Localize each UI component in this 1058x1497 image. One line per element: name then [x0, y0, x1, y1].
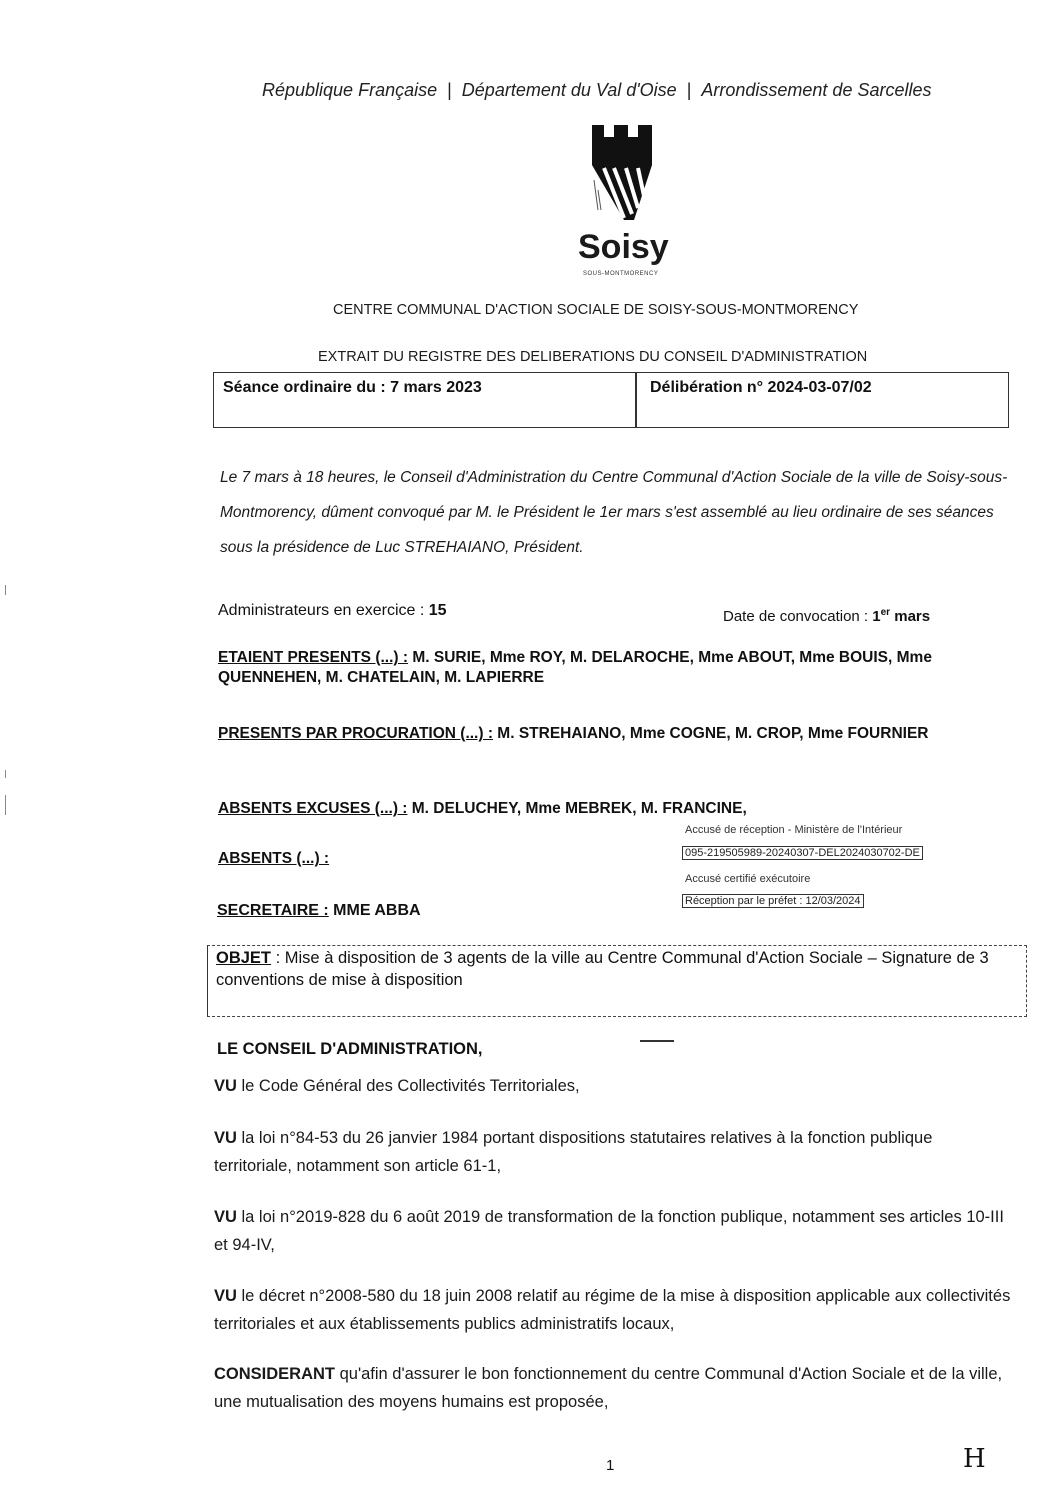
header-departement: Département du Val d'Oise [461, 80, 677, 100]
scan-mark [5, 770, 6, 778]
objet-label: OBJET [216, 949, 272, 967]
procuration-list [218, 724, 958, 744]
scan-mark [5, 795, 6, 815]
conseil-heading: LE CONSEIL D'ADMINISTRATION, [217, 1040, 483, 1058]
para-lead: VU [214, 1208, 237, 1226]
objet-text [216, 947, 1026, 991]
absents-label: ABSENTS (...) : [218, 850, 330, 867]
convocation-date [723, 607, 930, 625]
header-republique: République Française [262, 80, 438, 100]
considerant-paragraph [214, 1360, 1014, 1416]
secretary-label: SECRETAIRE : [217, 902, 329, 919]
admins-value: 15 [428, 602, 447, 619]
header-separator: | [447, 80, 452, 100]
vu-paragraph [214, 1282, 1014, 1338]
para-lead: VU [214, 1077, 237, 1095]
handwritten-initial: H [963, 1444, 986, 1474]
scan-mark [5, 585, 6, 595]
register-title: EXTRAIT DU REGISTRE DES DELIBERATIONS DU CONSEIL D'ADMINISTRATION [318, 349, 868, 365]
deliberation-number: Délibération n° 2024-03-07/02 [650, 379, 872, 396]
para-lead: VU [214, 1287, 237, 1305]
para-text: qu'afin d'assurer le bon fonctionnement du centre Communal d'Action Sociale et de la ville, une mutualisation des moyens humains est proposée, [214, 1365, 1003, 1411]
stamp-accuse-number: 095-219505989-20240307-DEL2024030702-DE [682, 846, 923, 860]
para-text: le Code Général des Collectivités Territoriales, [236, 1077, 580, 1095]
convocation-sup: er [880, 607, 891, 618]
objet-body: : Mise à disposition de 3 agents de la ville au Centre Communal d'Action Sociale – Signature de 3 conventions de mise à disposition [216, 949, 989, 989]
dash-mark [640, 1040, 674, 1042]
header-line [262, 80, 931, 101]
para-text: la loi n°2019-828 du 6 août 2019 de transformation de la fonction publique, notamment ses articles 10-III et 94-IV, [214, 1208, 1004, 1254]
page-number: 1 [606, 1457, 615, 1474]
convocation-label: Date de convocation : [723, 608, 873, 625]
presents-list [218, 648, 958, 688]
secretary-name: MME ABBA [328, 902, 421, 919]
para-lead: VU [214, 1129, 237, 1147]
intro-paragraph: Le 7 mars à 18 heures, le Conseil d'Administration du Centre Communal d'Action Sociale de la ville de Soisy-sous-Montmorency, dûment convoqué par M. le Président le 1er mars s'est assemblé au lieu ordinaire de ses séances sous la présidence de Luc STREHAIANO, Président. [220, 469, 1008, 556]
session-box [213, 372, 1009, 428]
procuration-names: M. STREHAIANO, Mme COGNE, M. CROP, Mme FOURNIER [493, 725, 929, 742]
stamp-reception: Réception par le préfet : 12/03/2024 [682, 894, 864, 908]
org-title: CENTRE COMMUNAL D'ACTION SOCIALE DE SOISY-SOUS-MONTMORENCY [333, 302, 859, 318]
stamp-certifie-label: Accusé certifié exécutoire [685, 873, 811, 885]
para-text: le décret n°2008-580 du 18 juin 2008 relatif au régime de la mise à disposition applicable aux collectivités territoriales et aux établissements publics administratifs locaux, [214, 1287, 1011, 1333]
logo-subtitle: SOUS-MONTMORENCY [583, 271, 659, 277]
presents-names: M. SURIE, Mme ROY, M. DELAROCHE, Mme ABOUT, Mme BOUIS, Mme QUENNEHEN, M. CHATELAIN, M. LAPIERRE [218, 649, 932, 686]
vu-paragraph [214, 1124, 1014, 1180]
secretary [217, 902, 421, 920]
header-arrondissement: Arrondissement de Sarcelles [701, 80, 932, 100]
vu-paragraph [214, 1072, 1014, 1100]
admins-label: Administrateurs en exercice : [218, 602, 429, 619]
excuses-names: M. DELUCHEY, Mme MEBREK, M. FRANCINE, [407, 800, 747, 817]
para-text: la loi n°84-53 du 26 janvier 1984 portant dispositions statutaires relatives à la fonction publique territoriale, notamment son article 61-1, [214, 1129, 933, 1175]
excuses-list [218, 799, 958, 819]
excuses-label: ABSENTS EXCUSES (...) : [218, 800, 408, 817]
para-lead: CONSIDERANT [214, 1365, 336, 1383]
procuration-label: PRESENTS PAR PROCURATION (...) : [218, 725, 493, 742]
convocation-day: 1 [872, 608, 881, 625]
presents-label: ETAIENT PRESENTS (...) : [218, 649, 409, 666]
header-separator: | [686, 80, 692, 100]
admins-count [218, 602, 447, 620]
vu-paragraph [214, 1203, 1014, 1259]
seance-date: Séance ordinaire du : 7 mars 2023 [223, 379, 482, 396]
stamp-accuse-label: Accusé de réception - Ministère de l'Intérieur [685, 824, 903, 836]
logo-name: Soisy [578, 228, 669, 266]
session-divider [635, 373, 637, 427]
convocation-month: mars [890, 608, 931, 625]
